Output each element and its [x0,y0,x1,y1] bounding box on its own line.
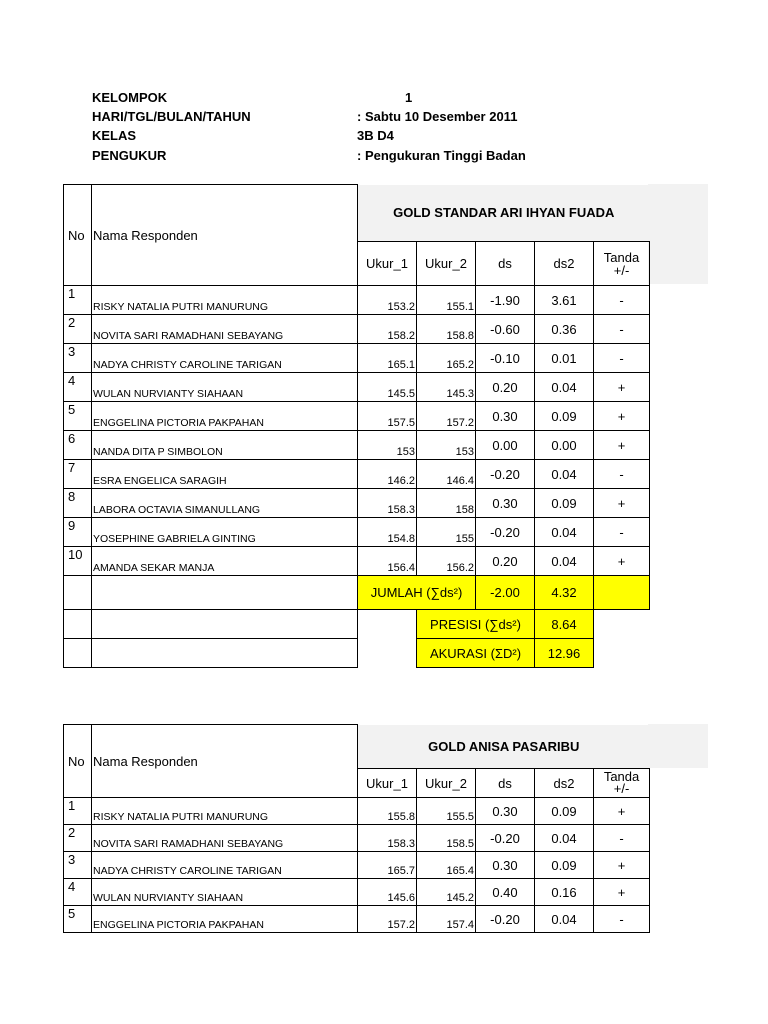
info-value-tanggal: : Sabtu 10 Desember 2011 [357,109,518,124]
ukur2-value: 156.2 [417,547,476,576]
ds-value: -1.90 [476,286,535,315]
table-row [64,906,650,933]
presisi-row-name-cell [92,610,358,639]
table-row [64,315,650,344]
col-header-ukur2-2: Ukur_2 [417,769,476,798]
table-row [64,518,650,547]
tanda-value: - [594,460,650,489]
respondent-name: NANDA DITA P SIMBOLON [92,431,358,460]
ds-value: 0.30 [476,489,535,518]
tanda-value: + [594,879,650,906]
ukur1-value: 158.2 [358,315,417,344]
table-row [64,547,650,576]
tanda-value: + [594,852,650,879]
table-title: GOLD STANDAR ARI IHYAN FUADA [358,185,650,242]
ukur2-value: 146.4 [417,460,476,489]
table-row [64,798,650,825]
ds-value: 0.30 [476,402,535,431]
respondent-name: AMANDA SEKAR MANJA [92,547,358,576]
ds-value: -0.60 [476,315,535,344]
ukur2-value: 158.5 [417,825,476,852]
tanda-line-2-2: +/- [613,781,630,796]
col-header-name: Nama Responden [92,185,358,286]
jumlah-empty [594,576,650,610]
tanda-line-1: Tanda [603,249,640,265]
tanda-value: + [594,547,650,576]
tanda-value: + [594,373,650,402]
respondent-name: NOVITA SARI RAMADHANI SEBAYANG [92,315,358,344]
table-row [64,489,650,518]
ukur1-value: 155.8 [358,798,417,825]
info-value-kelompok: 1 [405,90,413,105]
row-no: 10 [64,547,92,576]
tanda-value: - [594,286,650,315]
info-value-pengukur: : Pengukuran Tinggi Badan [357,148,526,163]
tanda-value: + [594,489,650,518]
ds2-value: 0.00 [535,431,594,460]
row-no: 6 [64,431,92,460]
ukur2-value: 165.4 [417,852,476,879]
respondent-name: YOSEPHINE GABRIELA GINTING [92,518,358,547]
ds-value: 0.30 [476,798,535,825]
info-label-kelompok: KELOMPOK [92,90,168,105]
row-no: 3 [64,852,92,879]
respondent-name: NOVITA SARI RAMADHANI SEBAYANG [92,825,358,852]
table-row [64,460,650,489]
measurement-table-1 [63,184,650,668]
ukur1-value: 153.2 [358,286,417,315]
respondent-name: NADYA CHRISTY CAROLINE TARIGAN [92,344,358,373]
table-row [64,402,650,431]
col-header-name-2: Nama Responden [92,725,358,798]
table-row [64,286,650,315]
ukur1-value: 145.5 [358,373,417,402]
col-header-no-2: No [64,725,92,798]
tanda-value: + [594,798,650,825]
ds-value: 0.20 [476,373,535,402]
row-no: 5 [64,402,92,431]
ukur1-value: 165.7 [358,852,417,879]
ds2-value: 0.04 [535,373,594,402]
tanda-value: - [594,344,650,373]
ukur2-value: 145.3 [417,373,476,402]
ukur2-value: 153 [417,431,476,460]
sum-row-name-cell [92,576,358,610]
presisi-row-no-cell [64,610,92,639]
ukur2-value: 158 [417,489,476,518]
presisi-label: PRESISI (∑ds²) [417,610,535,639]
info-label-tanggal: HARI/TGL/BULAN/TAHUN [92,109,251,124]
akurasi-label: AKURASI (ΣD²) [417,639,535,668]
presisi-value: 8.64 [535,610,594,639]
respondent-name: RISKY NATALIA PUTRI MANURUNG [92,798,358,825]
measurement-table-2 [63,724,650,933]
jumlah-ds: -2.00 [476,576,535,610]
col-header-ukur1-2: Ukur_1 [358,769,417,798]
ds2-value: 0.09 [535,852,594,879]
table-row [64,431,650,460]
ds2-value: 0.36 [535,315,594,344]
ukur2-value: 155 [417,518,476,547]
ds-value: -0.20 [476,460,535,489]
info-value-kelas: 3B D4 [357,128,394,143]
table-row [64,879,650,906]
jumlah-ds2: 4.32 [535,576,594,610]
col-header-ds-2: ds [476,769,535,798]
respondent-name: ENGGELINA PICTORIA PAKPAHAN [92,906,358,933]
table-title-2: GOLD ANISA PASARIBU [358,725,650,769]
table-row [64,344,650,373]
row-no: 9 [64,518,92,547]
ukur1-value: 154.8 [358,518,417,547]
ds-value: 0.20 [476,547,535,576]
title-band-extension-2 [648,724,708,768]
presisi-gap [358,610,417,639]
akurasi-row-no-cell [64,639,92,668]
respondent-name: ENGGELINA PICTORIA PAKPAHAN [92,402,358,431]
row-no: 5 [64,906,92,933]
ds-value: -0.20 [476,518,535,547]
col-header-tanda-2 [594,769,650,798]
ukur2-value: 157.2 [417,402,476,431]
ukur1-value: 145.6 [358,879,417,906]
ds-value: -0.20 [476,906,535,933]
ds-value: -0.10 [476,344,535,373]
tanda-line-1-2: Tanda [603,769,640,784]
info-label-pengukur: PENGUKUR [92,148,167,163]
row-no: 2 [64,825,92,852]
ds2-value: 0.04 [535,906,594,933]
ukur2-value: 165.2 [417,344,476,373]
row-no: 7 [64,460,92,489]
col-header-tanda [594,242,650,286]
ukur1-value: 157.5 [358,402,417,431]
ds2-value: 0.04 [535,460,594,489]
tanda-line-2: +/- [613,262,630,278]
sum-row-no-cell [64,576,92,610]
ukur1-value: 156.4 [358,547,417,576]
ds-value: 0.40 [476,879,535,906]
tanda-value: - [594,906,650,933]
row-no: 3 [64,344,92,373]
ukur1-value: 158.3 [358,489,417,518]
ds-value: 0.00 [476,431,535,460]
tanda-value: + [594,402,650,431]
tanda-value: + [594,431,650,460]
info-label-kelas: KELAS [92,128,137,143]
tanda-value: - [594,315,650,344]
ds2-value: 0.09 [535,402,594,431]
row-no: 2 [64,315,92,344]
akurasi-row-name-cell [92,639,358,668]
ds2-value: 0.01 [535,344,594,373]
col-header-ukur1: Ukur_1 [358,242,417,286]
col-header-ukur2: Ukur_2 [417,242,476,286]
table-row [64,825,650,852]
ds-value: 0.30 [476,852,535,879]
ds2-value: 0.16 [535,879,594,906]
ds-value: -0.20 [476,825,535,852]
row-no: 1 [64,798,92,825]
tanda-value: - [594,825,650,852]
table-row [64,852,650,879]
jumlah-label: JUMLAH (∑ds²) [358,576,476,610]
ds2-value: 0.04 [535,547,594,576]
akurasi-empty [594,639,650,668]
ukur2-value: 155.1 [417,286,476,315]
row-no: 1 [64,286,92,315]
akurasi-value: 12.96 [535,639,594,668]
row-no: 4 [64,879,92,906]
respondent-name: NADYA CHRISTY CAROLINE TARIGAN [92,852,358,879]
akurasi-gap [358,639,417,668]
title-band-extension [648,184,708,284]
ukur1-value: 157.2 [358,906,417,933]
presisi-empty [594,610,650,639]
row-no: 4 [64,373,92,402]
ds2-value: 0.04 [535,825,594,852]
col-header-no: No [64,185,92,286]
ukur1-value: 153 [358,431,417,460]
col-header-ds: ds [476,242,535,286]
col-header-ds2-2: ds2 [535,769,594,798]
table-row [64,373,650,402]
ds2-value: 3.61 [535,286,594,315]
respondent-name: RISKY NATALIA PUTRI MANURUNG [92,286,358,315]
ukur2-value: 155.5 [417,798,476,825]
ukur2-value: 158.8 [417,315,476,344]
respondent-name: WULAN NURVIANTY SIAHAAN [92,879,358,906]
respondent-name: WULAN NURVIANTY SIAHAAN [92,373,358,402]
ukur2-value: 145.2 [417,879,476,906]
ukur1-value: 146.2 [358,460,417,489]
row-no: 8 [64,489,92,518]
respondent-name: ESRA ENGELICA SARAGIH [92,460,358,489]
respondent-name: LABORA OCTAVIA SIMANULLANG [92,489,358,518]
ds2-value: 0.04 [535,518,594,547]
col-header-ds2: ds2 [535,242,594,286]
ukur2-value: 157.4 [417,906,476,933]
tanda-value: - [594,518,650,547]
ukur1-value: 165.1 [358,344,417,373]
ds2-value: 0.09 [535,798,594,825]
ds2-value: 0.09 [535,489,594,518]
ukur1-value: 158.3 [358,825,417,852]
